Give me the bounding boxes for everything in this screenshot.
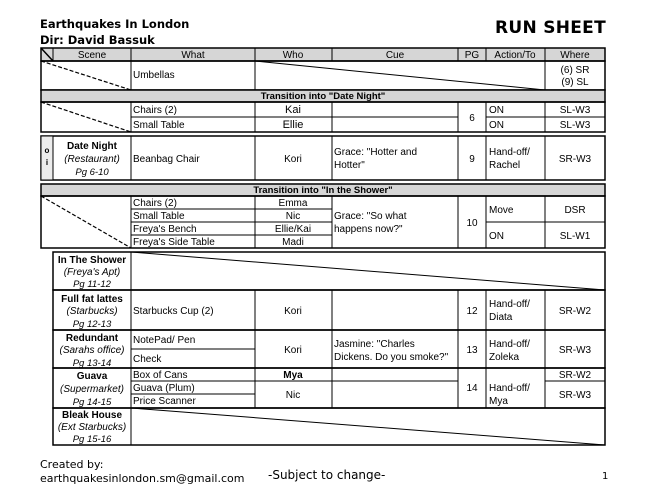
production-title: Earthquakes In London xyxy=(40,17,190,31)
scene-pages: Pg 15-16 xyxy=(72,434,112,445)
transition-date-night xyxy=(41,90,605,132)
scene-place: (Ext Starbucks) xyxy=(57,422,127,433)
scene-action-line-1: Hand-off/ xyxy=(489,147,530,158)
column-header-action: Action/To xyxy=(494,50,536,61)
created-by-label: Created by: xyxy=(40,458,104,471)
scene-cue-line-2: Dickens. Do you smoke?" xyxy=(334,352,449,363)
scene-action-line-2: Zoleka xyxy=(489,352,520,363)
scene-where-1: SR-W2 xyxy=(558,370,592,381)
transition-where-2: SL-W1 xyxy=(559,231,591,242)
scene-where: SR-W3 xyxy=(558,345,592,356)
table-row-who: Emma xyxy=(278,198,308,209)
scene-pages: Pg 12-13 xyxy=(72,319,112,330)
transition-in-the-shower xyxy=(41,184,605,248)
scene-action-line-1: Hand-off/ xyxy=(489,339,530,350)
column-header-who: Who xyxy=(282,50,304,61)
transition-pg: 6 xyxy=(469,113,475,124)
scene-who-1: Mya xyxy=(283,370,303,381)
scene-place: (Sarahs office) xyxy=(59,345,125,356)
scene-name: In The Shower xyxy=(57,255,127,266)
scene-date-night xyxy=(41,136,605,180)
table-row-who: Ellie/Kai xyxy=(274,224,312,235)
scene-guava xyxy=(53,368,605,408)
table-row-action: ON xyxy=(489,105,504,116)
table-row-who: Ellie xyxy=(282,119,304,131)
scene-what-3: Price Scanner xyxy=(133,396,196,407)
scene-what-1: Box of Cans xyxy=(133,370,188,381)
column-header-what: What xyxy=(181,50,205,61)
column-header-row xyxy=(41,48,605,61)
scene-pages: Pg 14-15 xyxy=(72,397,112,408)
scene-name: Guava xyxy=(76,371,108,382)
table-row-what: Freya's Side Table xyxy=(133,237,215,248)
transition-title: Transition into "Date Night" xyxy=(260,91,386,102)
run-sheet-title: RUN SHEET xyxy=(494,18,606,38)
scene-who: Kori xyxy=(284,345,302,356)
transition-action-2: ON xyxy=(489,231,504,242)
transition-action-1: Move xyxy=(489,205,514,216)
scene-in-the-shower xyxy=(53,252,605,290)
table-row-what: Small Table xyxy=(133,211,185,222)
run-sheet-table xyxy=(40,47,606,447)
table-row-who: Kai xyxy=(285,104,301,116)
scene-pg: 14 xyxy=(466,383,478,394)
page-number: 1 xyxy=(602,471,609,482)
scene-where: SR-W2 xyxy=(558,306,592,317)
transition-cue-line-2: happens now?" xyxy=(334,224,403,235)
umbrellas-where-1: (6) SR xyxy=(560,65,590,76)
scene-pg: 9 xyxy=(469,154,475,165)
scene-name: Full fat lattes xyxy=(61,294,123,305)
table-row-who: Nic xyxy=(285,211,301,222)
scene-who: Kori xyxy=(284,154,302,165)
table-row-what: Freya's Bench xyxy=(133,224,197,235)
scene-cue-line-2: Hotter" xyxy=(334,160,365,171)
table-row-who: Madi xyxy=(282,237,304,248)
scene-name: Date Night xyxy=(67,141,117,152)
transition-where-1: DSR xyxy=(564,205,586,216)
scene-place: (Starbucks) xyxy=(66,306,118,317)
column-header-cue: Cue xyxy=(385,50,405,61)
table-row-action: ON xyxy=(489,120,504,131)
scene-pages: Pg 11-12 xyxy=(73,279,111,290)
scene-what: Starbucks Cup (2) xyxy=(133,306,214,317)
scene-bleak-house xyxy=(53,408,605,445)
scene-action-line-2: Rachel xyxy=(489,160,521,171)
table-row-what: Small Table xyxy=(133,120,185,131)
footer-credit xyxy=(40,458,244,486)
side-tab-o: o xyxy=(44,146,50,155)
scene-what-2: Guava (Plum) xyxy=(133,383,195,394)
scene-who-2: Nic xyxy=(285,390,301,401)
umbrellas-block xyxy=(41,61,605,90)
director-line: Dir: David Bassuk xyxy=(40,33,155,47)
umbrellas-what: Umbellas xyxy=(133,70,175,81)
scene-where-2: SR-W3 xyxy=(558,390,592,401)
umbrellas-where-2: (9) SL xyxy=(561,77,589,88)
scene-pg: 12 xyxy=(466,306,478,317)
scene-cue-line-1: Jasmine: "Charles xyxy=(334,339,415,350)
column-header-pg: PG xyxy=(464,50,480,61)
scene-pages: Pg 6-10 xyxy=(75,167,109,178)
table-row-what: Chairs (2) xyxy=(133,105,177,116)
scene-action-line-1: Hand-off/ xyxy=(489,383,530,394)
scene-name: Bleak House xyxy=(61,410,123,421)
scene-action-line-2: Diata xyxy=(489,312,513,323)
scene-pg: 13 xyxy=(466,345,478,356)
scene-action-line-2: Mya xyxy=(489,396,508,407)
contact-email[interactable]: earthquakesinlondon.sm@gmail.com xyxy=(40,472,245,485)
transition-cue-line-1: Grace: "So what xyxy=(334,211,407,222)
column-header-scene: Scene xyxy=(77,50,107,61)
scene-what: Beanbag Chair xyxy=(133,154,200,165)
table-row-where: SL-W3 xyxy=(559,105,591,116)
transition-title: Transition into "In the Shower" xyxy=(253,185,393,196)
transition-pg: 10 xyxy=(466,218,478,229)
scene-redundant xyxy=(53,330,605,369)
scene-action-line-1: Hand-off/ xyxy=(489,299,530,310)
scene-place: (Supermarket) xyxy=(60,384,124,395)
table-row-where: SL-W3 xyxy=(559,120,591,131)
scene-full-fat-lattes xyxy=(53,290,605,330)
side-tab-i: i xyxy=(45,158,49,167)
scene-who: Kori xyxy=(284,306,302,317)
scene-place: (Freya's Apt) xyxy=(63,267,121,278)
subject-to-change-note: -Subject to change- xyxy=(268,468,386,482)
scene-what-1: NotePad/ Pen xyxy=(133,335,196,346)
column-header-where: Where xyxy=(560,50,590,61)
scene-pages: Pg 13-14 xyxy=(72,358,112,369)
scene-place: (Restaurant) xyxy=(64,154,120,165)
scene-what-2: Check xyxy=(133,354,162,365)
scene-where: SR-W3 xyxy=(558,154,592,165)
scene-name: Redundant xyxy=(65,333,119,344)
table-row-what: Chairs (2) xyxy=(133,198,177,209)
scene-cue-line-1: Grace: "Hotter and xyxy=(334,147,418,158)
